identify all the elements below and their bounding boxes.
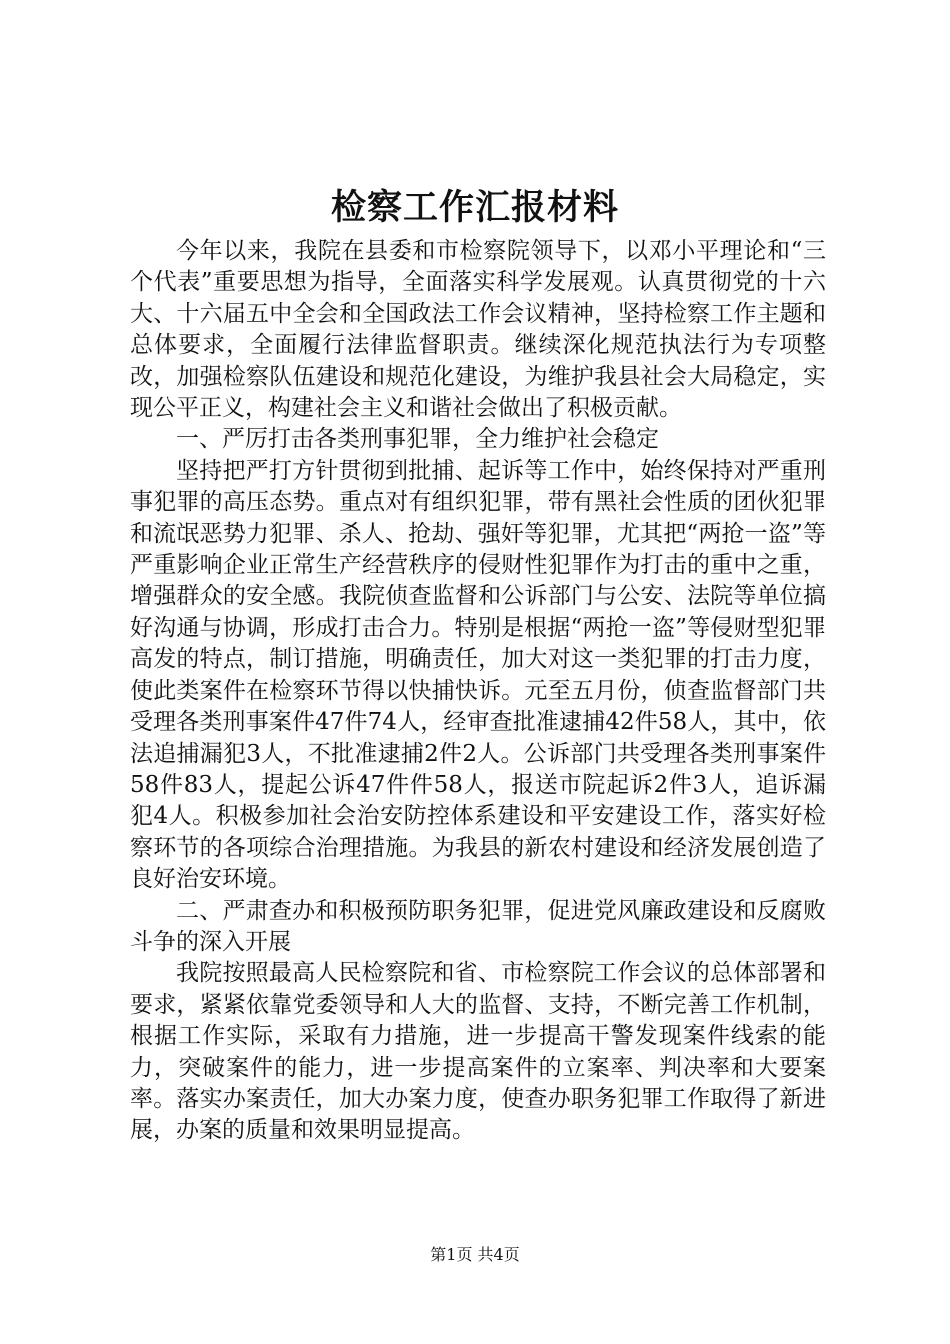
section-heading-1: 一、严厉打击各类刑事犯罪，全力维护社会稳定 xyxy=(176,426,659,453)
document-body xyxy=(130,236,826,1147)
section-heading-2: 二、严肃查办和积极预防职务犯罪，促进党风廉政建设和反腐败斗争的深入开展 xyxy=(130,897,826,955)
section-1-paragraph: 坚持把严打方针贯彻到批捕、起诉等工作中，始终保持对严重刑事犯罪的高压态势。重点对有组织犯罪，带有黑社会性质的团伙犯罪和流氓恶势力犯罪、杀人、抢劫、强奸等犯罪，尤其把“两抢一盗”等严重影响企业正常生产经营秩序的侵财性犯罪作为打击的重中之重，增强群众的安全感。我院侦查监督和公诉部门与公安、法院等单位搞好沟通与协调，形成打击合力。特别是根据“两抢一盗”等侵财型犯罪高发的特点，制订措施，明确责任，加大对这一类犯罪的打击力度，使此类案件在检察环节得以快捕快诉。元至五月份，侦查监督部门共受理各类刑事案件47件74人，经审查批准逮捕42件58人，其中，依法追捕漏犯3人，不批准逮捕2件2人。公诉部门共受理各类刑事案件58件83人，提起公诉47件件58人，报送市院起诉2件3人，追诉漏犯4人。积极参加社会治安防控体系建设和平安建设工作，落实好检察环节的各项综合治理措施。为我县的新农村建设和经济发展创造了良好治安环境。 xyxy=(130,457,826,893)
section-2-paragraph: 我院按照最高人民检察院和省、市检察院工作会议的总体部署和要求，紧紧依靠党委领导和人大的监督、支持，不断完善工作机制，根据工作实际，采取有力措施，进一步提高干警发现案件线索的能力，突破案件的能力，进一步提高案件的立案率、判决率和大要案率。落实办案责任，加大办案力度，使查办职务犯罪工作取得了新进展，办案的质量和效果明显提高。 xyxy=(130,960,826,1144)
page-number-footer: 第1页 共4页 xyxy=(430,1245,520,1264)
intro-paragraph: 今年以来，我院在县委和市检察院领导下，以邓小平理论和“三个代表”重要思想为指导，全面落实科学发展观。认真贯彻党的十六大、十六届五中全会和全国政法工作会议精神，坚持检察工作主题和总体要求，全面履行法律监督职责。继续深化规范执法行为专项整改，加强检察队伍建设和规范化建设，为维护我县社会大局稳定，实现公平正义，构建社会主义和谐社会做出了积极贡献。 xyxy=(130,238,826,422)
document-title: 检察工作汇报材料 xyxy=(330,187,619,228)
